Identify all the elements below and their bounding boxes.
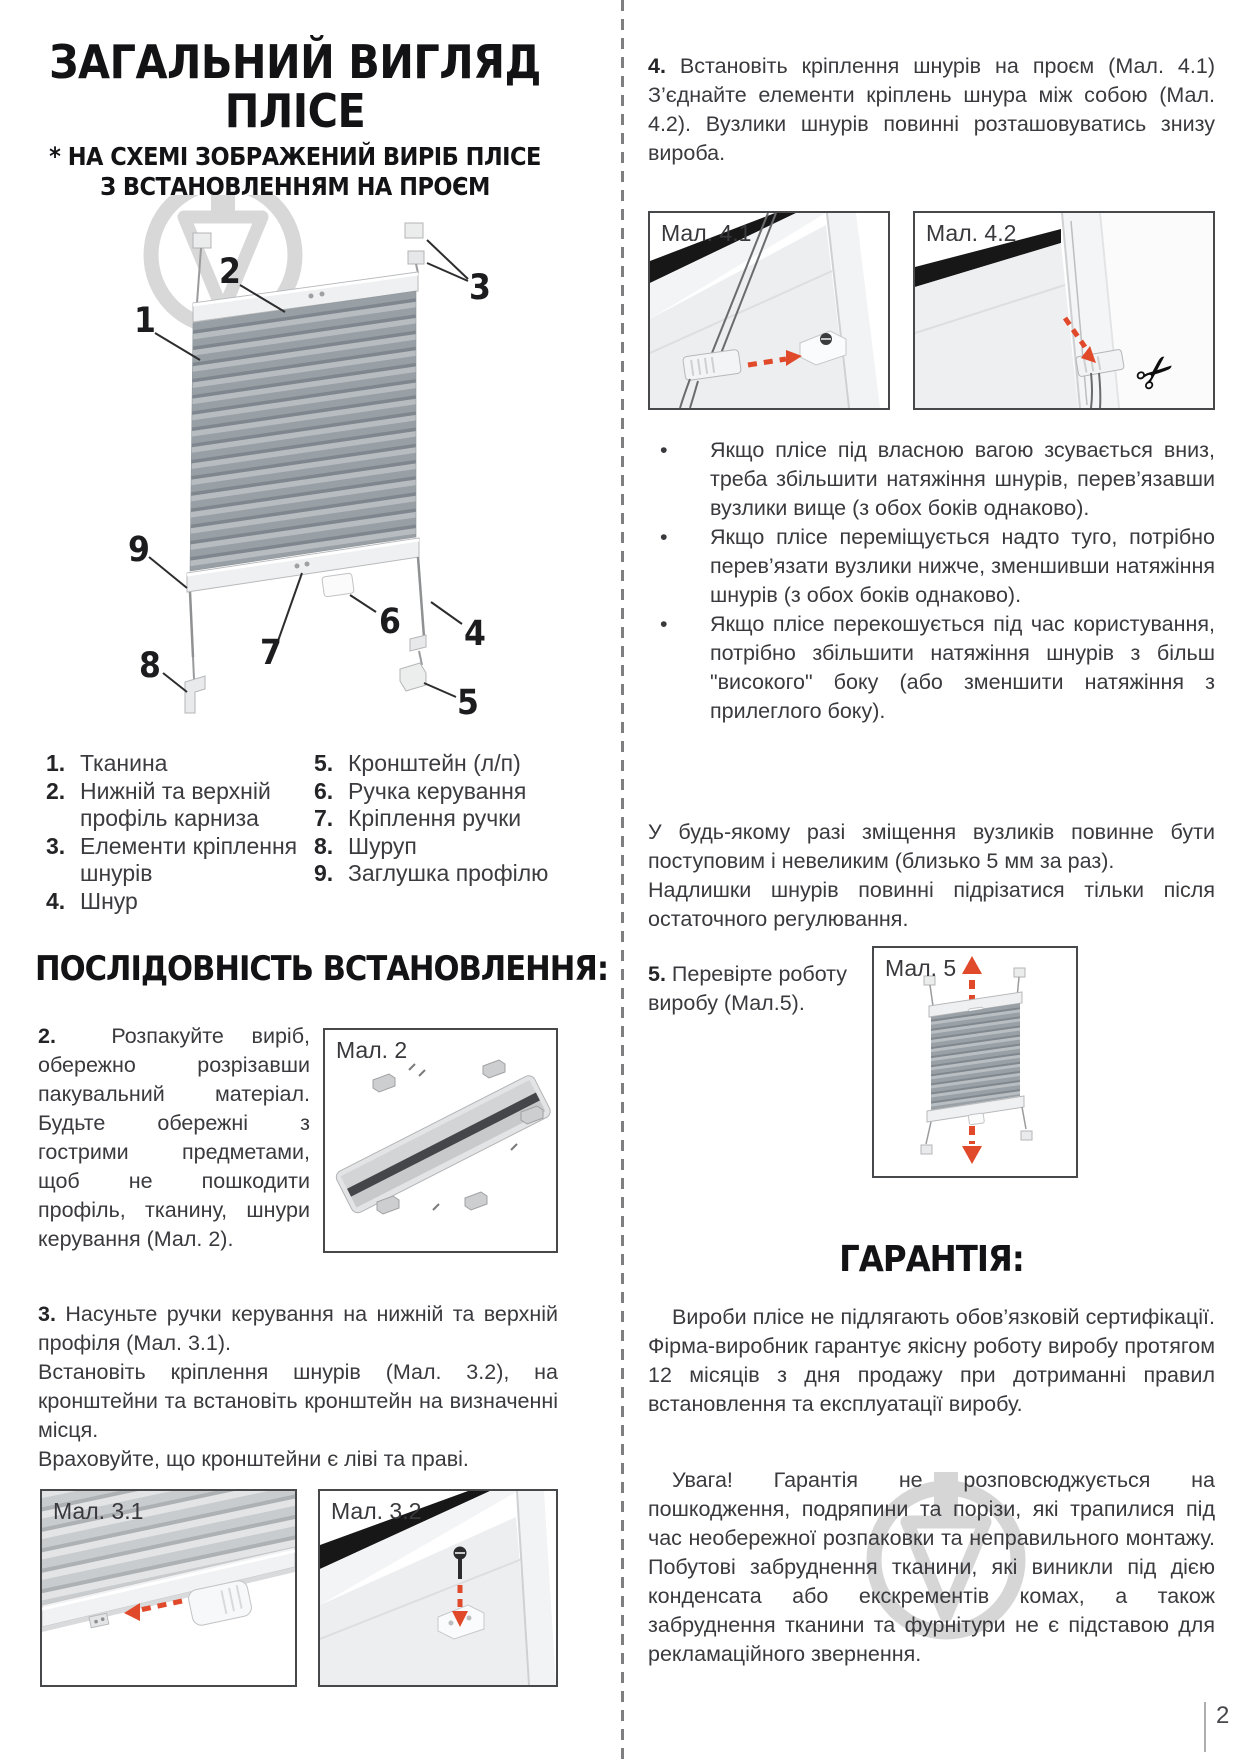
legend-item-label: Шнур <box>80 887 138 914</box>
adjustment-bullet-list <box>648 436 1215 726</box>
bullet-item <box>648 610 1215 726</box>
legend-item <box>314 860 558 888</box>
legend-item-label: Кронштейн (л/п) <box>348 750 521 776</box>
figure-5-illustration <box>874 948 1076 1176</box>
legend-item-label: Кріплення ручки <box>348 805 522 831</box>
bullet-text: Якщо плісе переміщується надто туго, потрібно перев’язати вузлики нижче, зменшивши натяжіння шнурів (з обох боків однаково). <box>710 525 1215 607</box>
legend-item <box>314 750 558 778</box>
figure-4-1 <box>648 211 890 410</box>
legend-item-number: 9. <box>314 860 334 886</box>
step-3-text-2: Встановіть кріплення шнурів (Мал. 3.2), на кронштейни та встановіть кронштейн на визначенні місця. <box>38 1360 558 1442</box>
bullet-item <box>648 436 1215 523</box>
adjustment-notes <box>648 818 1215 934</box>
callout-8: 8 <box>139 646 161 686</box>
callout-7: 7 <box>260 633 282 673</box>
figure-3-2-label: Мал. 3.2 <box>331 1498 422 1524</box>
legend-item-label: Шуруп <box>348 832 417 859</box>
general-view-diagram <box>35 195 555 725</box>
legend-item-label: Тканина <box>80 750 168 776</box>
callout-1: 1 <box>134 301 156 341</box>
figure-2-label: Мал. 2 <box>336 1037 408 1063</box>
note-text-1: У будь-якому разі зміщення вузликів повинне бути поступовим і невеликим (близько 5 мм за раз). <box>648 820 1215 873</box>
callout-6: 6 <box>379 602 401 642</box>
legend-item-number: 4. <box>46 887 66 914</box>
legend-item-label: Заглушка профілю <box>348 860 549 886</box>
step-5-paragraph <box>648 960 888 1018</box>
figure-4-2 <box>913 211 1215 410</box>
step-5-number: 5. <box>648 962 666 986</box>
warranty-paragraph-1: Вироби плісе не підлягають обов’язковій сертифікації. Фірма-виробник гарантує якісну роботу виробу протягом 12 місяців з дня продажу при дотриманні правил встановлення та експлуатації виробу. <box>648 1305 1215 1416</box>
legend-item-number: 8. <box>314 832 334 859</box>
legend-item-label: Ручка керування <box>348 777 527 804</box>
scissors-icon: ✂ <box>1123 340 1187 405</box>
page-title-line1: ЗАГАЛЬНИЙ ВИГЛЯД <box>49 35 541 89</box>
figure-3-2 <box>318 1489 558 1687</box>
page-title-line2: ПЛІСЕ <box>224 84 366 138</box>
page-subtitle-line2: З ВСТАНОВЛЕННЯМ НА ПРОЄМ <box>100 172 490 201</box>
step-4-number: 4. <box>648 54 666 78</box>
legend-item-number: 1. <box>46 750 66 776</box>
column-divider <box>621 0 624 1760</box>
figure-4-1-label: Мал. 4.1 <box>661 220 752 246</box>
warranty-header: ГАРАНТІЯ: <box>839 1239 1024 1280</box>
figure-5 <box>872 946 1078 1178</box>
step-2-text: Розпакуйте виріб, обережно розрізавши пакувальний матеріал. Будьте обережні з гострими предметами, щоб не пошкодити профіль, тканину, шнури керування (Мал. 2). <box>38 1024 310 1251</box>
bottom-left-cord <box>185 592 205 713</box>
callout-4: 4 <box>464 614 486 654</box>
legend-right-column <box>314 750 558 915</box>
down-arrow-icon <box>962 1126 982 1164</box>
section-header-installation: ПОСЛІДОВНІСТЬ ВСТАНОВЛЕННЯ: <box>35 949 609 989</box>
legend-item-number: 6. <box>314 777 334 804</box>
legend-item <box>314 805 558 833</box>
legend-item-number: 5. <box>314 750 334 776</box>
step-5-text: Перевірте роботу виробу (Мал.5). <box>648 962 848 1015</box>
mini-blind <box>921 968 1032 1154</box>
figure-2 <box>323 1028 558 1253</box>
page-subtitle <box>35 142 555 202</box>
bullet-text: Якщо плісе під власною вагою зсувається вниз, треба збільшити натяжіння шнурів, перев’язавши вузлики вище (з обох боків однаково). <box>710 438 1215 520</box>
bottom-right-cord <box>400 557 426 691</box>
step-4-text: Встановіть кріплення шнурів на проєм (Мал. 4.1) З’єднайте елементи кріплень шнура між собою (Мал. 4.2). Вузлики шнурів повинні розташовуватись знизу вироба. <box>648 54 1215 165</box>
note-text-2: Надлишки шнурів повинні підрізатися тільки після остаточного регулювання. <box>648 878 1215 931</box>
legend-item <box>46 778 314 833</box>
figure-3-1 <box>40 1489 297 1687</box>
legend-item-label: Елементи кріплення шнурів <box>80 832 298 886</box>
step-3-paragraph <box>38 1300 558 1474</box>
legend-item <box>46 833 314 888</box>
step-3-number: 3. <box>38 1302 56 1326</box>
legend-item-number: 7. <box>314 805 334 831</box>
parts-legend <box>46 750 558 915</box>
figure-3-1-label: Мал. 3.1 <box>53 1498 144 1524</box>
warranty-paragraph-2: Увага! Гарантія не розповсюджується на пошкодження, подряпини та порізи, які трапилися під час необережної розпаковки та неправильного монтажу. Побутові забруднення тканини, які виникли під дією конденсата або екскрементів комах, а також забруднення тканини та фурнітури не є підставою для рекламаційного звернення. <box>648 1468 1215 1666</box>
callout-3: 3 <box>469 268 491 308</box>
page-number <box>1204 1702 1229 1752</box>
figure-5-label: Мал. 5 <box>885 955 957 981</box>
step-3-text-3: Враховуйте, що кронштейни є ліві та праві. <box>38 1447 469 1471</box>
legend-item-label: Нижній та верхній профіль карниза <box>80 777 271 831</box>
legend-item <box>314 778 558 806</box>
callout-9: 9 <box>128 530 150 570</box>
page-number-value: 2 <box>1216 1702 1230 1729</box>
bullet-item <box>648 523 1215 610</box>
step-2-paragraph <box>38 1022 310 1254</box>
legend-item <box>46 888 314 916</box>
step-4-paragraph <box>648 52 1215 168</box>
bottom-handle <box>322 573 354 597</box>
bullet-marker: • <box>660 525 668 549</box>
top-right-brackets <box>405 223 424 273</box>
legend-item <box>46 750 314 778</box>
pleated-fabric <box>190 291 416 571</box>
callout-2: 2 <box>219 252 241 292</box>
legend-left-column <box>46 750 314 915</box>
page-subtitle-line1: * НА СХЕМІ ЗОБРАЖЕНИЙ ВИРІБ ПЛІСЕ <box>49 142 541 171</box>
legend-item <box>314 833 558 861</box>
legend-item-number: 2. <box>46 777 66 804</box>
callout-5: 5 <box>457 683 479 723</box>
figure-4-2-label: Мал. 4.2 <box>926 220 1017 246</box>
step-2-number: 2. <box>38 1024 56 1048</box>
bullet-marker: • <box>660 612 668 636</box>
page-title <box>35 35 555 138</box>
legend-item-number: 3. <box>46 832 66 859</box>
bullet-marker: • <box>660 438 668 462</box>
step-3-text-1: Насуньте ручки керування на нижній та верхній профіля (Мал. 3.1). <box>38 1302 559 1355</box>
up-arrow-icon <box>962 956 982 1000</box>
bullet-text: Якщо плісе перекошується під час користування, потрібно збільшити натяжіння шнурів з більш "високого" боку (або зменшити натяжіння з прилеглого боку). <box>710 612 1215 723</box>
